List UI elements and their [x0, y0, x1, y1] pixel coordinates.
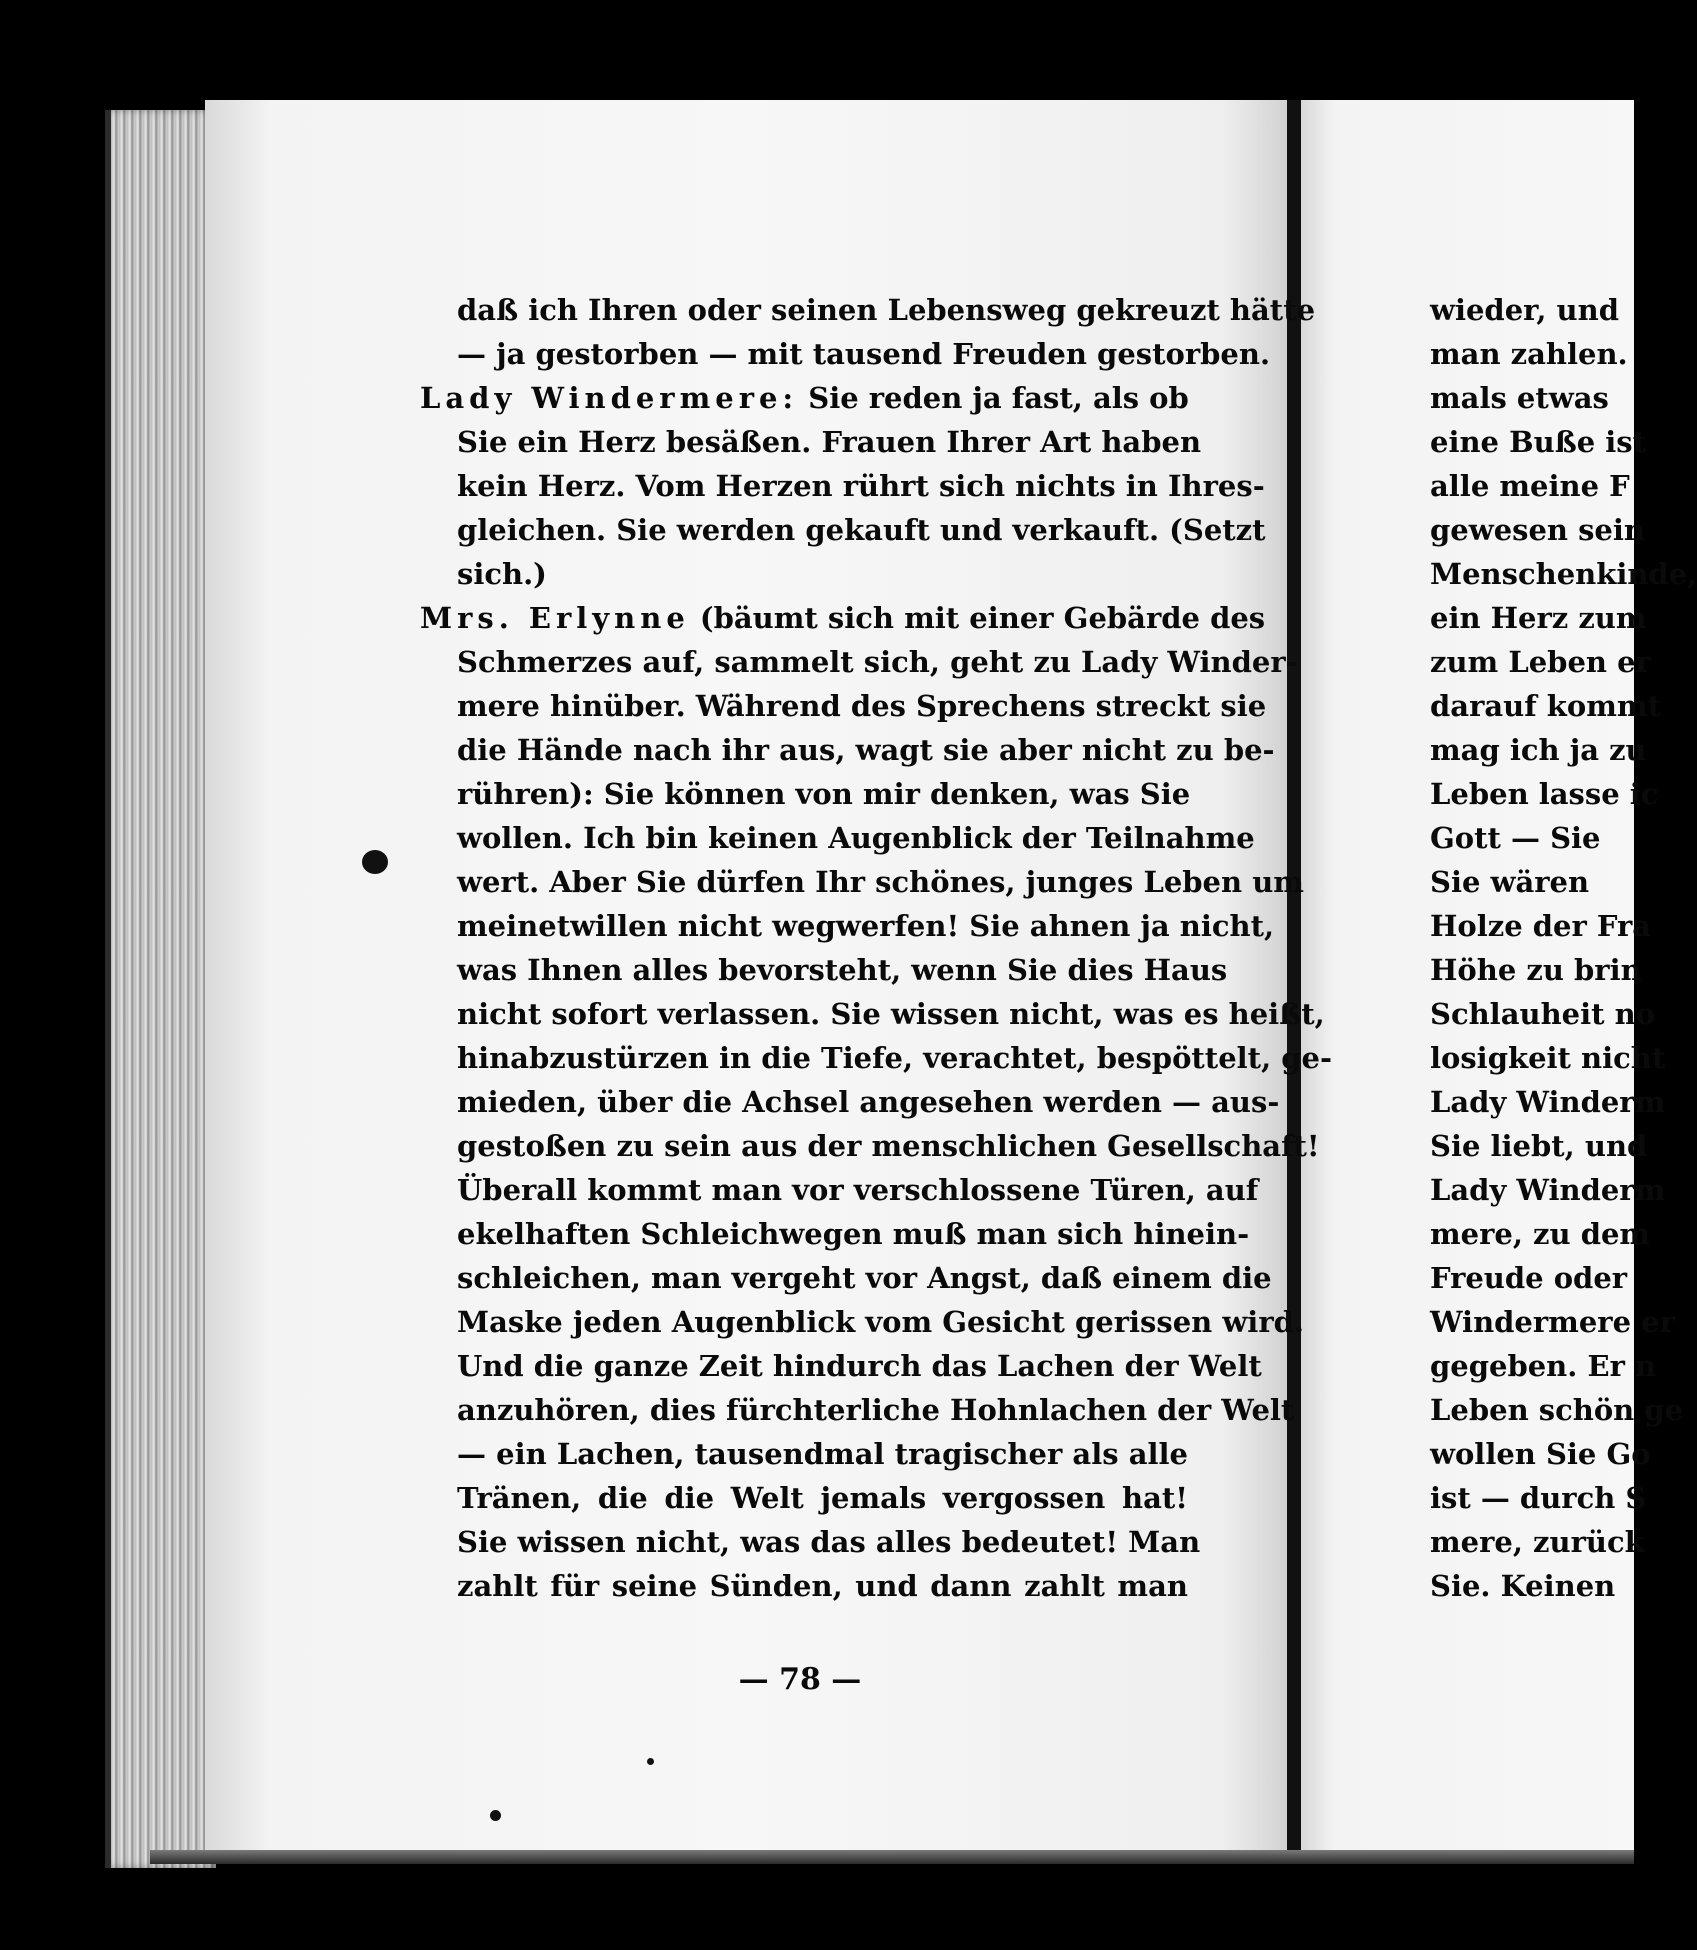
line-text: schleichen, man vergeht vor Angst, daß einem die — [457, 1261, 1272, 1295]
page-number: — 78 — — [738, 1662, 862, 1697]
text-line — [420, 376, 1188, 420]
text-line — [420, 332, 1271, 376]
text-line — [420, 1432, 1188, 1476]
text-line — [420, 816, 1255, 860]
text-line: Sie liebt, und — [1430, 1129, 1648, 1163]
text-line — [420, 772, 1191, 816]
text-line — [420, 948, 1228, 992]
text-line: Schlauheit no — [1430, 997, 1656, 1031]
text-line — [420, 1476, 1188, 1520]
line-text: meinetwillen nicht wegwerfen! Sie ahnen ja nicht, — [457, 909, 1275, 943]
text-line — [420, 1036, 1333, 1080]
text-line: gegeben. Er n — [1430, 1349, 1657, 1383]
page-bottom-edge — [150, 1850, 1634, 1864]
text-line: Sie wären — [1430, 865, 1590, 899]
speaker-name: Mrs. Erlynne — [420, 601, 690, 635]
line-text: Schmerzes auf, sammelt sich, geht zu Lady Winder- — [457, 645, 1298, 679]
text-line: Lady Winderm — [1430, 1173, 1666, 1207]
line-text: rühren): Sie können von mir denken, was Sie — [457, 777, 1191, 811]
text-line — [420, 1256, 1272, 1300]
text-line — [420, 1344, 1262, 1388]
text-line: eine Buße ist — [1430, 425, 1647, 459]
text-line: ist — durch S — [1430, 1481, 1647, 1515]
text-line: mag ich ja zu — [1430, 733, 1647, 767]
line-text: — ja gestorben — mit tausend Freuden gestorben. — [457, 337, 1271, 371]
line-text: mere hinüber. Während des Sprechens streckt sie — [457, 689, 1267, 723]
text-line: darauf kommt — [1430, 689, 1661, 723]
text-line: mals etwas — [1430, 381, 1609, 415]
page-stack-edge — [105, 110, 216, 1868]
line-text: kein Herz. Vom Herzen rührt sich nichts in Ihres- — [457, 469, 1265, 503]
line-text: Maske jeden Augenblick vom Gesicht gerissen wird. — [457, 1305, 1304, 1339]
text-line: Höhe zu brin — [1430, 953, 1642, 987]
line-text: — ein Lachen, tausendmal tragischer als alle — [457, 1437, 1188, 1471]
ink-speck — [362, 850, 388, 874]
text-line — [420, 1124, 1320, 1168]
line-text: ekelhaften Schleichwegen muß man sich hinein- — [457, 1217, 1250, 1251]
text-line — [420, 1300, 1304, 1344]
text-line — [420, 728, 1275, 772]
text-line — [420, 552, 1188, 596]
line-text: Sie reden ja fast, als ob — [798, 381, 1189, 415]
left-page-text — [420, 288, 1333, 1608]
text-line — [420, 288, 1316, 332]
line-text: hinabzustürzen in die Tiefe, verachtet, bespöttelt, ge- — [457, 1041, 1333, 1075]
line-text: Und die ganze Zeit hindurch das Lachen der Welt — [457, 1349, 1262, 1383]
text-line — [420, 464, 1265, 508]
text-line: man zahlen. — [1430, 337, 1628, 371]
right-page-text — [1430, 288, 1697, 1608]
text-line: zum Leben er — [1430, 645, 1651, 679]
line-text: daß ich Ihren oder seinen Lebensweg gekreuzt hätte — [457, 293, 1316, 327]
text-line — [420, 1212, 1250, 1256]
text-line — [420, 860, 1304, 904]
line-text: anzuhören, dies fürchterliche Hohnlachen der Welt — [457, 1393, 1295, 1427]
text-line: gewesen sein — [1430, 513, 1645, 547]
text-line: Lady Winderm — [1430, 1085, 1666, 1119]
text-line: Sie. Keinen — [1430, 1569, 1616, 1603]
line-text: die Hände nach ihr aus, wagt sie aber nicht zu be- — [457, 733, 1275, 767]
line-text: mieden, über die Achsel angesehen werden — aus- — [457, 1085, 1280, 1119]
line-text: zahlt für seine Sünden, und dann zahlt man — [457, 1569, 1188, 1603]
book-gutter — [1287, 100, 1301, 1850]
text-line: Gott — Sie — [1430, 821, 1601, 855]
text-line: Menschenkinde, — [1430, 557, 1697, 591]
text-line — [420, 904, 1275, 948]
line-text: Tränen, die die Welt jemals vergossen hat! — [457, 1481, 1188, 1515]
text-line: wollen Sie Go — [1430, 1437, 1651, 1471]
text-line: wieder, und — [1430, 293, 1619, 327]
line-text: was Ihnen alles bevorsteht, wenn Sie dies Haus — [457, 953, 1228, 987]
text-line: alle meine F — [1430, 469, 1630, 503]
ink-speck — [490, 1810, 501, 1821]
line-text: Sie wissen nicht, was das alles bedeutet! Man — [457, 1525, 1201, 1559]
text-line — [420, 1564, 1188, 1608]
text-line — [420, 1080, 1280, 1124]
text-line: Leben schön ge — [1430, 1393, 1684, 1427]
line-text: Sie ein Herz besäßen. Frauen Ihrer Art haben — [457, 425, 1202, 459]
line-text: nicht sofort verlassen. Sie wissen nicht, was es heißt, — [457, 997, 1325, 1031]
text-line — [420, 420, 1202, 464]
text-line — [420, 1388, 1295, 1432]
line-text: wollen. Ich bin keinen Augenblick der Teilnahme — [457, 821, 1255, 855]
text-line: Windermere er — [1430, 1305, 1675, 1339]
text-line — [420, 596, 1266, 640]
line-text: Überall kommt man vor verschlossene Türen, auf — [457, 1173, 1259, 1207]
line-text: sich.) — [457, 557, 547, 591]
line-text: gestoßen zu sein aus der menschlichen Gesellschaft! — [457, 1129, 1320, 1163]
line-text: gleichen. Sie werden gekauft und verkauft. (Setzt — [457, 513, 1266, 547]
text-line — [420, 640, 1298, 684]
ink-speck — [647, 1758, 654, 1765]
text-line: ein Herz zum — [1430, 601, 1647, 635]
text-line: Freude oder — [1430, 1261, 1628, 1295]
text-line — [420, 508, 1266, 552]
text-line: Leben lasse ic — [1430, 777, 1659, 811]
text-line: mere, zu dem — [1430, 1217, 1651, 1251]
text-line — [420, 1168, 1259, 1212]
text-line: mere, zurück — [1430, 1525, 1645, 1559]
text-line — [420, 992, 1325, 1036]
speaker-name: Lady Windermere: — [420, 381, 799, 415]
line-text: wert. Aber Sie dürfen Ihr schönes, junges Leben um — [457, 865, 1304, 899]
text-line — [420, 684, 1267, 728]
text-line — [420, 1520, 1201, 1564]
text-line: losigkeit nicht — [1430, 1041, 1666, 1075]
text-line: Holze der Fra — [1430, 909, 1652, 943]
line-text: (bäumt sich mit einer Gebärde des — [689, 601, 1266, 635]
